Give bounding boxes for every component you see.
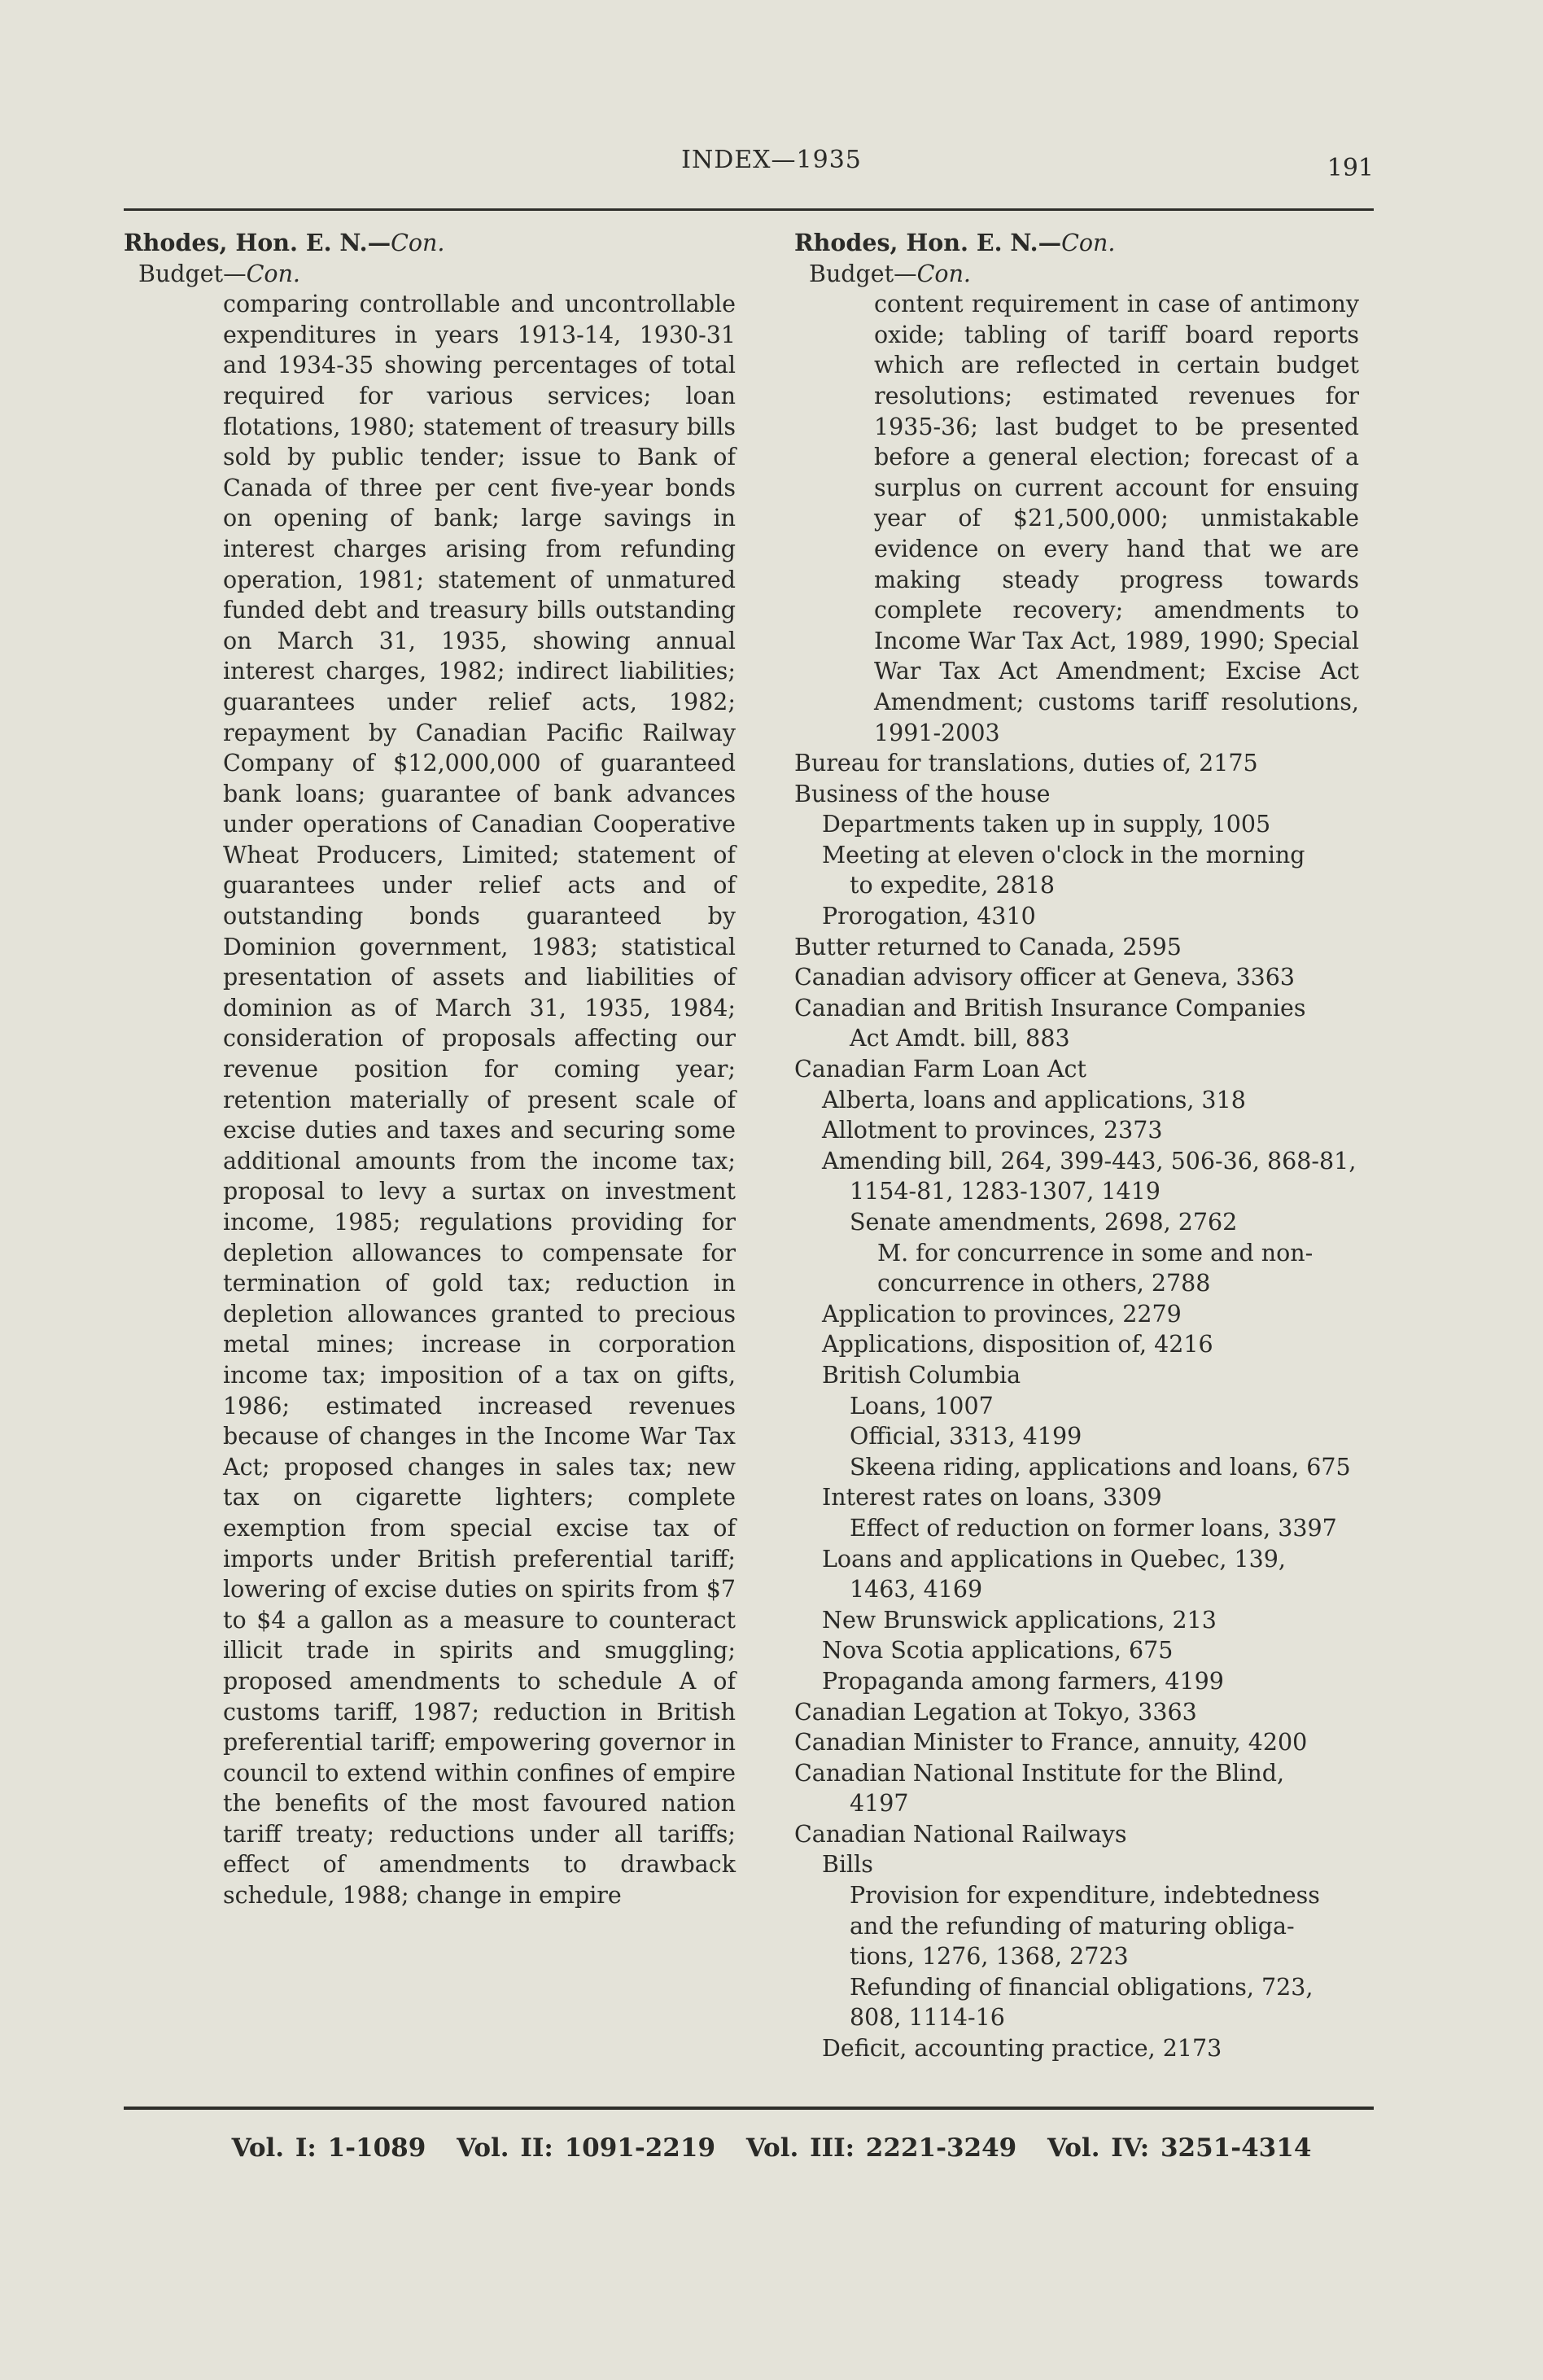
index-entry: Deficit, accounting practice, 2173 — [822, 2035, 1222, 2063]
index-entry: Business of the house — [794, 780, 1051, 807]
index-entry: Interest rates on loans, 3309 — [822, 1484, 1162, 1512]
page-title: INDEX—1935 — [681, 146, 862, 174]
index-entry: Amending bill, 264, 399-443, 506-36, 868-81, — [822, 1147, 1357, 1175]
index-entry: Act Amdt. bill, 883 — [850, 1025, 1070, 1052]
heading-name: Rhodes, Hon. E. N.— — [794, 229, 1062, 256]
index-entry: Bills — [822, 1851, 873, 1879]
index-entry: to expedite, 2818 — [850, 872, 1056, 899]
volume-footer — [0, 2133, 1543, 2163]
index-entry: Official, 3313, 4199 — [850, 1423, 1082, 1450]
index-entry: Loans and applications in Quebec, 139, — [822, 1545, 1286, 1573]
index-entry: 1154-81, 1283-1307, 1419 — [850, 1178, 1161, 1205]
index-entry: New Brunswick applications, 213 — [822, 1606, 1217, 1634]
index-entry: Canadian advisory officer at Geneva, 3363 — [794, 964, 1296, 991]
right-column-heading — [794, 228, 1374, 259]
header-rule — [124, 208, 1374, 211]
heading-con: Con. — [391, 230, 445, 256]
index-entry: M. for concurrence in some and non- — [877, 1239, 1314, 1267]
right-column — [794, 228, 1374, 2064]
index-entry: Meeting at eleven o'clock in the morning — [822, 841, 1305, 868]
index-entry: Butter returned to Canada, 2595 — [794, 933, 1182, 960]
left-column — [124, 228, 742, 1911]
heading-name: Rhodes, Hon. E. N.— — [124, 229, 391, 256]
index-entry: Canadian Farm Loan Act — [794, 1056, 1086, 1083]
volume-3: Vol. III: 2221-3249 — [745, 2133, 1017, 2163]
index-entry: Application to provinces, 2279 — [822, 1300, 1182, 1328]
index-entry: Allotment to provinces, 2373 — [822, 1117, 1163, 1144]
right-column-subheading — [809, 259, 1374, 290]
index-entry: Departments taken up in supply, 1005 — [822, 811, 1271, 838]
index-entry: Effect of reduction on former loans, 3397 — [850, 1514, 1337, 1542]
subheading-con: Con. — [916, 260, 971, 287]
index-entry: Bureau for translations, duties of, 2175 — [794, 750, 1258, 777]
volume-2: Vol. II: 1091-2219 — [457, 2133, 716, 2163]
index-entry: Refunding of financial obligations, 723, — [850, 1973, 1314, 2001]
index-entry: Canadian National Railways — [794, 1820, 1127, 1848]
index-entry: Senate amendments, 2698, 2762 — [850, 1209, 1238, 1236]
index-entry: 808, 1114-16 — [850, 2004, 1005, 2032]
index-entry: Canadian Legation at Tokyo, 3363 — [794, 1698, 1197, 1726]
index-entry: tions, 1276, 1368, 2723 — [850, 1943, 1129, 1971]
index-entry: Loans, 1007 — [850, 1392, 994, 1420]
left-column-heading — [124, 228, 742, 259]
footer-rule — [124, 2107, 1374, 2110]
volume-1: Vol. I: 1-1089 — [231, 2133, 426, 2163]
index-entry: Alberta, loans and applications, 318 — [822, 1086, 1246, 1113]
index-entry: Canadian National Institute for the Blind, — [794, 1759, 1285, 1787]
index-entry: Applications, disposition of, 4216 — [822, 1331, 1213, 1358]
page-number: 191 — [1327, 154, 1374, 182]
index-entry: Canadian Minister to France, annuity, 4200 — [794, 1729, 1308, 1757]
volume-4: Vol. IV: 3251-4314 — [1047, 2133, 1312, 2163]
subheading-label: Budget— — [138, 260, 247, 287]
index-entry: British Columbia — [822, 1361, 1021, 1389]
index-entries — [794, 748, 1374, 2064]
index-entry: and the refunding of maturing obliga- — [850, 1912, 1295, 1940]
budget-paragraph-left: comparing controllable and uncontrollable expenditures in years 1913-14, 1930-31 and 1934-35 showing percentages of total required for various services; loan flotations, 1980; statement of treasury bills sold by public tender; issue to Bank of Canada of three per cent five-year bonds on opening of bank; large savings in interest charges arising from refunding operation, 1981; statement of unmatured funded debt and treasury bills outstanding on March 31, 1935, showing annual interest charges, 1982; indirect liabilities; guarantees under relief acts, 1982; repayment by Canadian Pacific Railway Company of $12,000,000 of guaranteed bank loans; guarantee of bank advances under operations of Canadian Cooperative Wheat Producers, Limited; statement of guarantees under relief acts and of outstanding bonds guaranteed by Dominion government, 1983; statistical presentation of assets and liabilities of dominion as of March 31, 1935, 1984; consideration of proposals affecting our revenue position for coming year; retention materially of present scale of excise duties and taxes and securing some additional amounts from the income tax; proposal to levy a surtax on investment income, 1985; regulations providing for depletion allowances to compensate for termination of gold tax; reduction in depletion allowances granted to precious metal mines; increase in corporation income tax; imposition of a tax on gifts, 1986; estimated increased revenues because of changes in the Income War Tax Act; proposed changes in sales tax; new tax on cigarette lighters; complete exemption from special excise tax of imports under British preferential tariff; lowering of excise duties on spirits from $7 to $4 a gallon as a measure to counteract illicit trade in spirits and smuggling; proposed amendments to schedule A of customs tariff, 1987; reduction in British preferential tariff; empowering governor in council to extend within confines of empire the benefits of the most favoured nation tariff treaty; reductions under all tariffs; effect of amendments to drawback schedule, 1988; change in empire — [223, 291, 736, 1910]
index-entry: Prorogation, 4310 — [822, 903, 1036, 930]
index-entry: Canadian and British Insurance Companies — [794, 994, 1306, 1022]
index-entry: Provision for expenditure, indebtedness — [850, 1882, 1320, 1910]
budget-paragraph-right: content requirement in case of antimony oxide; tabling of tariff board reports which are reflected in certain budget resolutions; estimated revenues for 1935-36; last budget to be presented before a general election; forecast of a surplus on current account for ensuing year of $21,500,000; unmistakable evidence on every hand that we are making steady progress towards complete recovery; amendments to Income War Tax Act, 1989, 1990; Special War Tax Act Amendment; Excise Act Amendment; customs tariff resolutions, 1991-2003 — [874, 291, 1359, 746]
index-entry: 1463, 4169 — [850, 1576, 983, 1603]
index-entry: Nova Scotia applications, 675 — [822, 1637, 1174, 1665]
index-entry: Skeena riding, applications and loans, 675 — [850, 1453, 1351, 1481]
subheading-label: Budget— — [809, 260, 917, 287]
index-entry: 4197 — [850, 1790, 909, 1818]
index-entry: concurrence in others, 2788 — [877, 1270, 1211, 1297]
subheading-con: Con. — [246, 260, 300, 287]
index-entry: Propaganda among farmers, 4199 — [822, 1667, 1224, 1695]
heading-con: Con. — [1061, 230, 1116, 256]
left-column-subheading — [138, 259, 742, 290]
